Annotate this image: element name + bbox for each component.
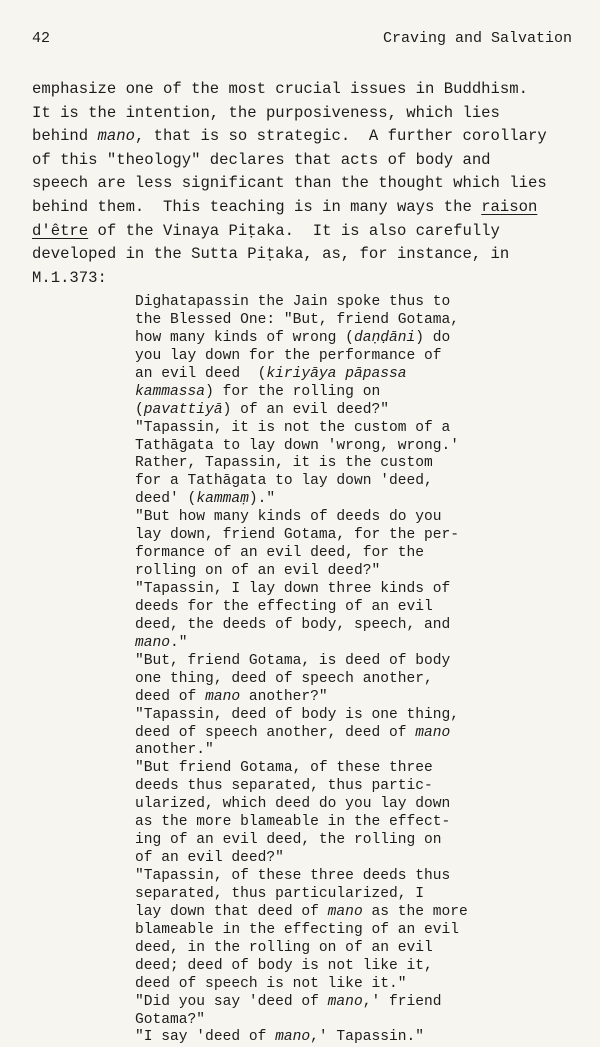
quote-line: deed of speech is not like it." bbox=[135, 975, 407, 992]
italic-term: mano bbox=[327, 993, 363, 1010]
italic-term: pavattiyā bbox=[143, 401, 223, 418]
quote-line: the Blessed One: "But, friend Gotama, bbox=[135, 311, 460, 328]
quote-line: "But, friend Gotama, is deed of body bbox=[135, 652, 451, 669]
quote-line bbox=[135, 635, 575, 653]
text-run: lay down that deed of bbox=[135, 903, 328, 920]
quote-line bbox=[135, 994, 575, 1012]
text-run: , that is so strategic. A further corollary bbox=[134, 127, 547, 146]
text-run: behind bbox=[32, 127, 98, 146]
italic-term: mano bbox=[327, 903, 363, 920]
text-run: deed' ( bbox=[135, 491, 197, 508]
quote-line: "Tapassin, deed of body is one thing, bbox=[135, 706, 460, 723]
quote-line: lay down, friend Gotama, for the per- bbox=[135, 527, 460, 544]
block-quote bbox=[135, 294, 575, 1047]
page-number: 42 bbox=[32, 30, 51, 47]
quote-line: "But how many kinds of deeds do you bbox=[135, 509, 442, 526]
quote-line bbox=[135, 330, 575, 348]
text-run: deed of bbox=[135, 688, 206, 705]
text-line: M.1.373: bbox=[32, 268, 107, 287]
italic-term: kammassa bbox=[135, 383, 206, 400]
quote-line: deeds for the effecting of an evil bbox=[135, 598, 433, 615]
quote-line: ularized, which deed do you lay down bbox=[135, 796, 451, 813]
underlined-term: d'être bbox=[32, 221, 89, 240]
quote-line: Tathāgata to lay down 'wrong, wrong.' bbox=[135, 437, 460, 454]
text-run: another?" bbox=[240, 688, 328, 705]
text-run: as the more bbox=[362, 903, 468, 920]
text-run: "I say 'deed of bbox=[135, 1029, 276, 1046]
quote-line: "Tapassin, it is not the custom of a bbox=[135, 419, 451, 436]
quote-line: deeds thus separated, thus partic- bbox=[135, 778, 433, 795]
quote-line bbox=[135, 491, 575, 509]
italic-term: mano bbox=[275, 1029, 311, 1046]
text-line: It is the intention, the purposiveness, which lies bbox=[32, 103, 500, 122]
text-run: of the Vinaya Piṭaka. It is also carefully bbox=[88, 221, 500, 240]
quote-line: separated, thus particularized, I bbox=[135, 885, 425, 902]
text-run: "Did you say 'deed of bbox=[135, 993, 328, 1010]
underlined-term: raison bbox=[481, 197, 538, 216]
text-run: )." bbox=[248, 491, 276, 508]
quote-line: deed, the deeds of body, speech, and bbox=[135, 616, 451, 633]
quote-line: "Tapassin, I lay down three kinds of bbox=[135, 581, 451, 597]
quote-line: deed; deed of body is not like it, bbox=[135, 957, 433, 974]
quote-line: you lay down for the performance of bbox=[135, 347, 442, 364]
text-run: deed of speech another, deed of bbox=[135, 724, 416, 741]
quote-line bbox=[135, 402, 575, 420]
text-run: ( bbox=[135, 401, 144, 418]
italic-term: mano bbox=[97, 127, 135, 146]
text-run: ,' friend bbox=[362, 993, 442, 1010]
text-line bbox=[32, 196, 577, 220]
quote-line: "Tapassin, of these three deeds thus bbox=[135, 868, 451, 884]
quote-line bbox=[135, 904, 575, 922]
quote-line: ing of an evil deed, the rolling on bbox=[135, 832, 442, 849]
quote-line: blameable in the effecting of an evil bbox=[135, 921, 460, 938]
body-paragraph bbox=[32, 78, 577, 290]
quote-line bbox=[135, 366, 575, 384]
text-line: of this "theology" declares that acts of body and bbox=[32, 150, 491, 169]
text-run: ,' Tapassin." bbox=[310, 1029, 425, 1046]
running-title: Craving and Salvation bbox=[382, 30, 572, 47]
italic-term: mano bbox=[205, 688, 241, 705]
quote-line: as the more blameable in the effect- bbox=[135, 814, 451, 831]
quote-line: for a Tathāgata to lay down 'deed, bbox=[135, 473, 433, 490]
quote-line: one thing, deed of speech another, bbox=[135, 670, 433, 687]
text-run: ) of an evil deed?" bbox=[222, 401, 389, 418]
text-run: an evil deed ( bbox=[135, 365, 267, 382]
text-line: developed in the Sutta Piṭaka, as, for instance, in bbox=[32, 245, 510, 264]
italic-term: mano bbox=[415, 724, 451, 741]
quote-line: Gotama?" bbox=[135, 1011, 206, 1028]
italic-term: kiriyāya pāpassa bbox=[266, 365, 407, 382]
text-line: emphasize one of the most crucial issues in Buddhism. bbox=[32, 80, 528, 98]
quote-line: Rather, Tapassin, it is the custom bbox=[135, 455, 433, 472]
page-header bbox=[32, 30, 572, 50]
quote-line bbox=[135, 1029, 575, 1047]
text-run: how many kinds of wrong ( bbox=[135, 329, 354, 346]
text-run: ) for the rolling on bbox=[205, 383, 381, 400]
quote-line: deed, in the rolling on of an evil bbox=[135, 939, 433, 956]
italic-term: kammaṃ bbox=[196, 491, 249, 508]
quote-line: of an evil deed?" bbox=[135, 850, 284, 867]
text-line bbox=[32, 220, 577, 244]
italic-term: daṇḍāni bbox=[353, 329, 416, 346]
quote-line bbox=[135, 725, 575, 743]
quote-line: another." bbox=[135, 742, 214, 759]
text-line bbox=[32, 125, 577, 149]
text-run: ." bbox=[170, 634, 188, 651]
text-run: behind them. This teaching is in many ways the bbox=[32, 197, 482, 216]
quote-line: formance of an evil deed, for the bbox=[135, 545, 425, 562]
italic-term: mano bbox=[135, 634, 171, 651]
quote-line: "But friend Gotama, of these three bbox=[135, 760, 433, 777]
text-line: speech are less significant than the thought which lies bbox=[32, 174, 547, 193]
quote-line: Dighatapassin the Jain spoke thus to bbox=[135, 294, 451, 310]
quote-line: rolling on of an evil deed?" bbox=[135, 563, 381, 580]
text-run: ) do bbox=[415, 329, 451, 346]
quote-line bbox=[135, 689, 575, 707]
quote-line bbox=[135, 384, 575, 402]
